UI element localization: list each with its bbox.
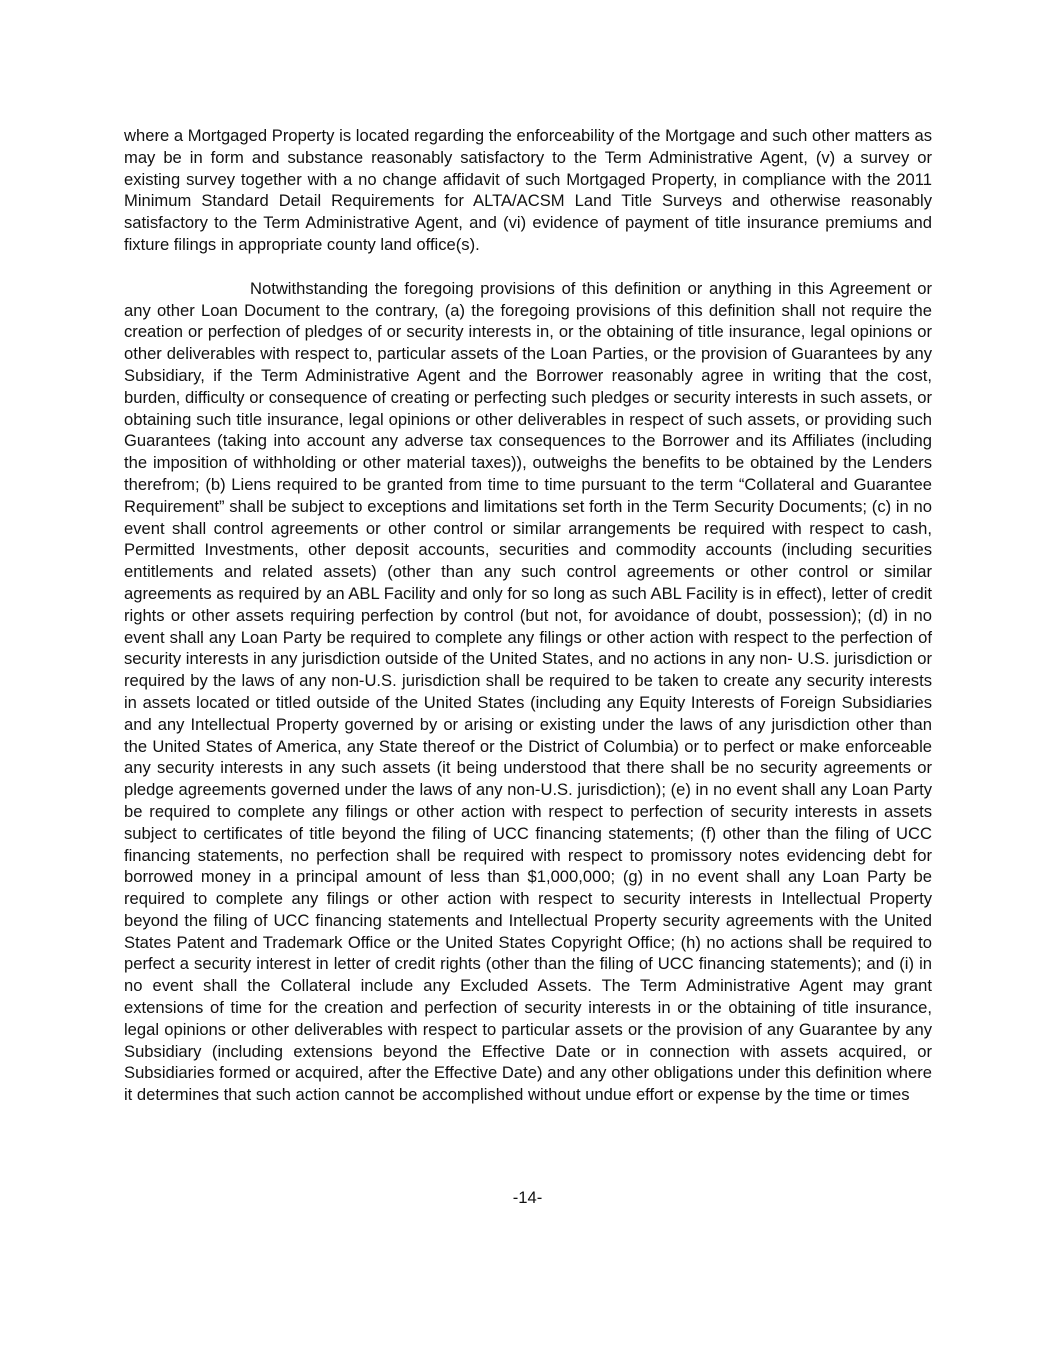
paragraph-continuation: where a Mortgaged Property is located regarding the enforceability of the Mortgage and such other matters as may be in form and substance reasonably satisfactory to the Term Administrative Agent, (v) a survey or existing survey together with a no change affidavit of such Mortgaged Property, in compliance with the 2011 Minimum Standard Detail Requirements for ALTA/ACSM Land Title Surveys and otherwise reasonably satisfactory to the Term Administrative Agent, and (vi) evidence of payment of title insurance premiums and fixture filings in appropriate county land office(s). bbox=[124, 126, 932, 254]
page-number: -14- bbox=[512, 1188, 543, 1207]
document-body bbox=[124, 125, 932, 1106]
paragraph-notwithstanding: Notwithstanding the foregoing provisions of this definition or anything in this Agreement or any other Loan Document to the contrary, (a) the foregoing provisions of this definition shall not require the creation or perfection of pledges of or security interests in, or the obtaining of title insurance, legal opinions or other deliverables with respect to, particular assets of the Loan Parties, or the provision of Guarantees by any Subsidiary, if the Term Administrative Agent and the Borrower reasonably agree in writing that the cost, burden, difficulty or consequence of creating or perfecting such pledges or security interests in such assets, or obtaining such title insurance, legal opinions or other deliverables in respect of such assets, or providing such Guarantees (taking into account any adverse tax consequences to the Borrower and its Affiliates (including the imposition of withholding or other material taxes)), outweighs the benefits to be obtained by the Lenders therefrom; (b) Liens required to be granted from time to time pursuant to the term “Collateral and Guarantee Requirement” shall be subject to exceptions and limitations set forth in the Term Security Documents; (c) in no event shall control agreements or other control or similar arrangements be required with respect to cash, Permitted Investments, other deposit accounts, securities and commodity accounts (including securities entitlements and related assets) (other than any such control agreements or other control or similar agreements as required by an ABL Facility and only for so long as such ABL Facility is in effect), letter of credit rights or other assets requiring perfection by control (but not, for avoidance of doubt, possession); (d) in no event shall any Loan Party be required to complete any filings or other action with respect to the perfection of security interests in any jurisdiction outside of the United States, and no actions in any non- U.S. jurisdiction or required by the laws of any non-U.S. jurisdiction shall be required to be taken to create any security interests in assets located or titled outside of the United States (including any Equity Interests of Foreign Subsidiaries and any Intellectual Property governed by or arising or existing under the laws of any jurisdiction other than the United States of America, any State thereof or the District of Columbia) or to perfect or make enforceable any security interests in any such assets (it being understood that there shall be no security agreements or pledge agreements governed under the laws of any non-U.S. jurisdiction); (e) in no event shall any Loan Party be required to complete any filings or other action with respect to perfection of security interests in assets subject to certificates of title beyond the filing of UCC financing statements; (f) other than the filing of UCC financing statements, no perfection shall be required with respect to promissory notes evidencing debt for borrowed money in a principal amount of less than $1,000,000; (g) in no event shall any Loan Party be required to complete any filings or other action with respect to security interests in Intellectual Property beyond the filing of UCC financing statements and Intellectual Property security agreements with the United States Patent and Trademark Office or the United States Copyright Office; (h) no actions shall be required to perfect a security interest in letter of credit rights (other than the filing of UCC financing statements); and (i) in no event shall the Collateral include any Excluded Assets. The Term Administrative Agent may grant extensions of time for the creation and perfection of security interests in or the obtaining of title insurance, legal opinions or other deliverables with respect to particular assets or the provision of any Guarantee by any Subsidiary (including extensions beyond the Effective Date or in connection with assets acquired, or Subsidiaries formed or acquired, after the Effective Date) and any other obligations under this definition where it determines that such action cannot be accomplished without undue effort or expense by the time or times bbox=[124, 278, 932, 1105]
